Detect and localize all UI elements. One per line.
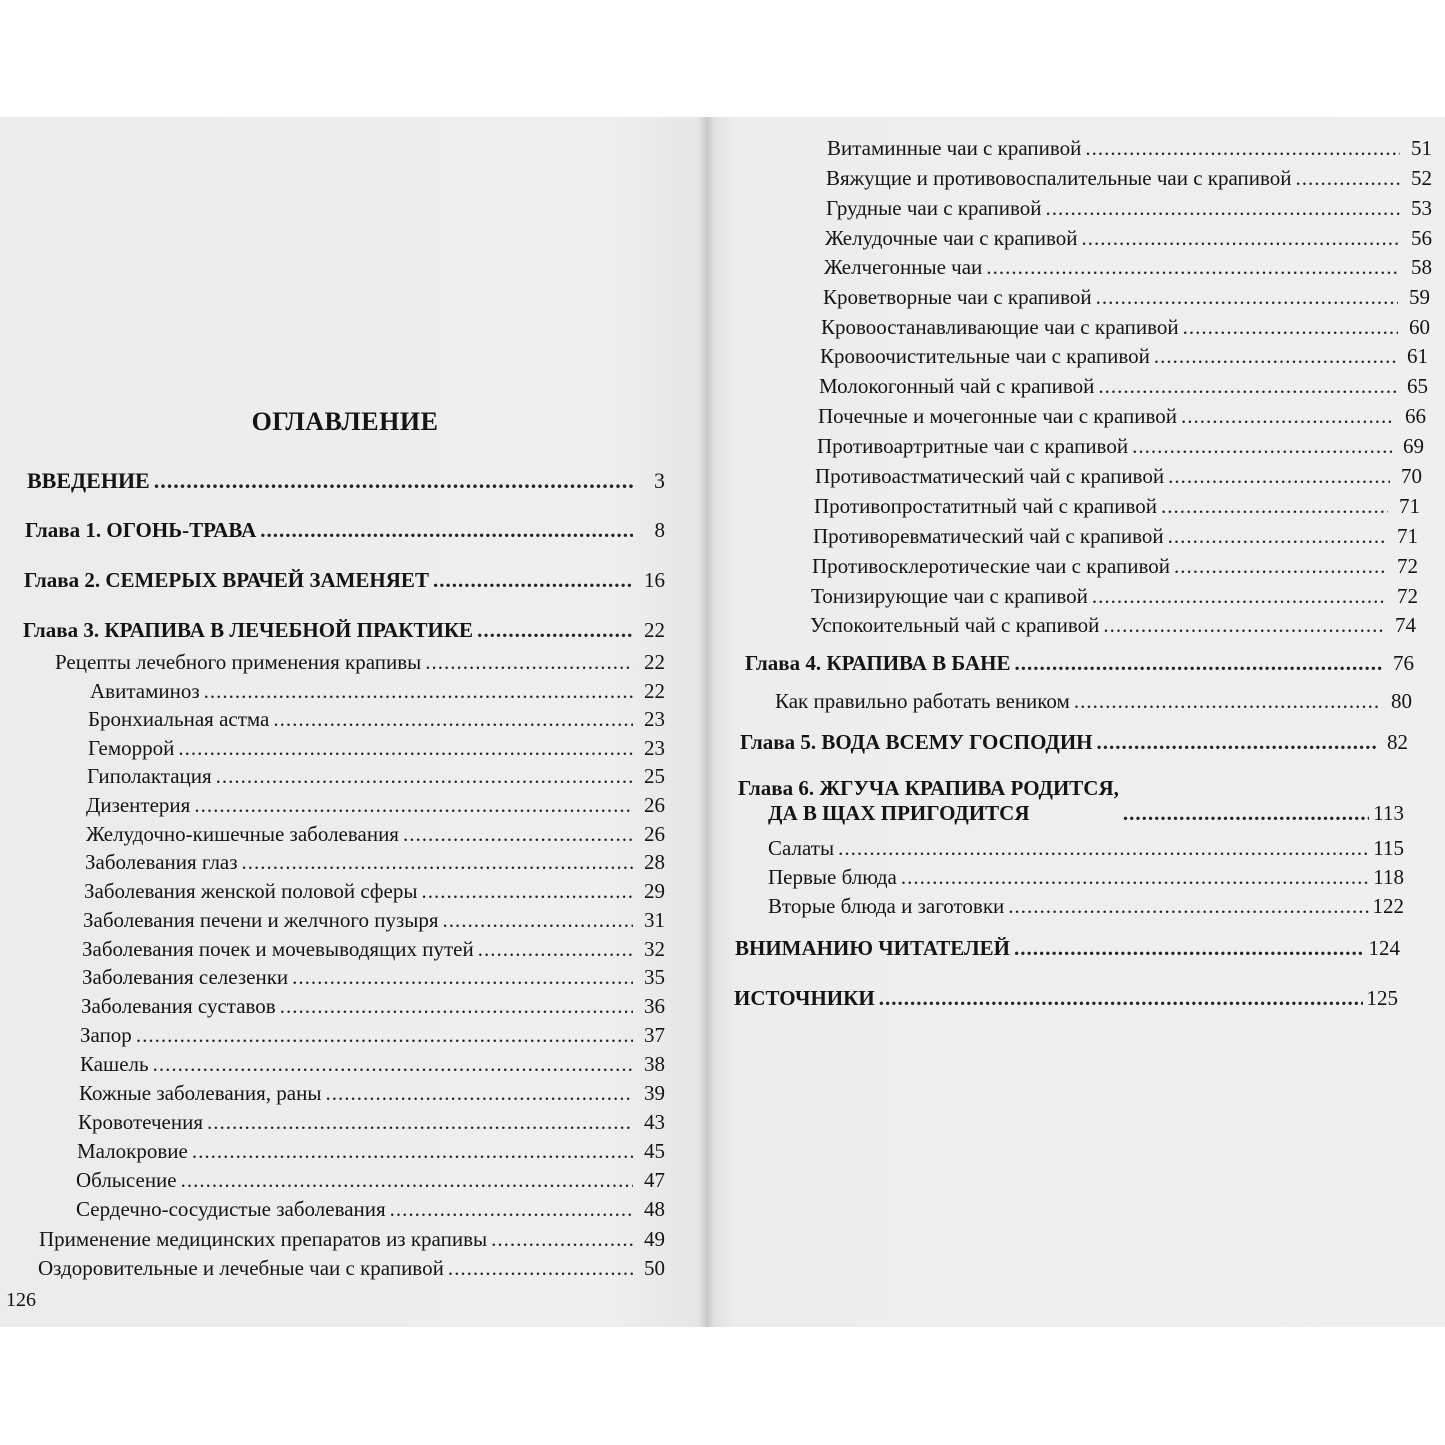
toc-entry-label: Грудные чаи с крапивой (826, 196, 1042, 220)
toc-entry-label: Заболевания печени и желчного пузыря (83, 908, 439, 932)
toc-entry (768, 867, 1404, 888)
toc-entry-label: Вяжущие и противовоспалительные чаи с крапивой (826, 166, 1292, 190)
toc-entry (38, 1258, 665, 1279)
toc-entry-label: Глава 1. ОГОНЬ-ТРАВА (25, 518, 257, 542)
dot-leader (153, 1054, 633, 1075)
toc-entry-label: Дизентерия (86, 793, 191, 817)
toc-entry (745, 653, 1414, 674)
toc-entry (78, 1112, 665, 1133)
toc-entry (82, 967, 665, 988)
toc-entry-page: 51 (1411, 136, 1432, 160)
toc-entry-page: 65 (1407, 374, 1428, 398)
toc-entry-label: Молокогонный чай с крапивой (819, 374, 1095, 398)
toc-entry (23, 620, 665, 641)
toc-entry (86, 795, 665, 816)
toc-entry (76, 1199, 665, 1220)
dot-leader (1014, 938, 1365, 959)
toc-entry-label: Желчегонные чаи (824, 255, 983, 279)
toc-entry-label: Облысение (76, 1168, 177, 1192)
toc-entry-page: 71 (1399, 494, 1420, 518)
toc-entry-page: 118 (1373, 865, 1404, 889)
toc-entry-label: Глава 2. СЕМЕРЫХ ВРАЧЕЙ ЗАМЕНЯЕТ (24, 568, 429, 592)
toc-entry (818, 406, 1426, 427)
toc-entry-label: Желудочные чаи с крапивой (825, 226, 1078, 250)
toc-entry (815, 466, 1422, 487)
toc-entry-page: 74 (1395, 613, 1416, 637)
toc-entry-label: Кожные заболевания, раны (79, 1081, 322, 1105)
dot-leader (838, 838, 1369, 859)
toc-entry (768, 838, 1404, 859)
toc-entry-page: 45 (644, 1139, 665, 1163)
toc-entry (83, 910, 665, 931)
dot-leader (194, 795, 633, 816)
toc-entry (88, 738, 665, 759)
toc-entry-label: Авитаминоз (90, 679, 200, 703)
dot-leader (154, 470, 633, 492)
toc-entry-page: 39 (644, 1081, 665, 1105)
toc-entry (79, 1083, 665, 1104)
toc-entry-page: 82 (1387, 730, 1408, 754)
toc-entry (826, 198, 1432, 219)
toc-entry-label: Противоартритные чаи с крапивой (817, 434, 1129, 458)
toc-entry (775, 691, 1412, 712)
toc-entry-label: Геморрой (88, 736, 175, 760)
toc-entry-page: 37 (644, 1023, 665, 1047)
toc-entry (814, 496, 1420, 517)
toc-entry-page: 58 (1411, 255, 1432, 279)
toc-entry (85, 852, 665, 873)
toc-entry-label: Применение медицинских препаратов из крапивы (39, 1227, 488, 1251)
toc-entry-label: Рецепты лечебного применения крапивы (55, 650, 422, 674)
toc-entry-label: Кровотечения (78, 1110, 203, 1134)
toc-entry-page: 26 (644, 793, 665, 817)
toc-entry-page: 72 (1397, 584, 1418, 608)
toc-entry (740, 732, 1408, 753)
dot-leader (273, 709, 633, 730)
toc-entry-page: 61 (1407, 344, 1428, 368)
toc-entry-page: 122 (1372, 894, 1404, 918)
toc-entry-label: Желудочно-кишечные заболевания (86, 822, 399, 846)
toc-entry-page: 25 (644, 764, 665, 788)
dot-leader (1183, 317, 1398, 338)
toc-entry-page: 28 (644, 850, 665, 874)
toc-entry-label: Заболевания селезенки (82, 965, 289, 989)
dot-leader (1161, 496, 1388, 517)
toc-entry-label: Успокоительный чай с крапивой (810, 613, 1100, 637)
toc-entry-page: 38 (644, 1052, 665, 1076)
toc-entry-label: Противоревматический чай с крапивой (813, 524, 1164, 548)
dot-leader (292, 967, 633, 988)
toc-entry (813, 526, 1418, 547)
toc-entry-label: Заболевания суставов (81, 994, 276, 1018)
toc-entry-page: 22 (644, 618, 665, 642)
dot-leader (986, 257, 1400, 278)
toc-entry-label: Оздоровительные и лечебные чаи с крапивой (38, 1256, 444, 1280)
toc-entry-label: Противоастматический чай с крапивой (815, 464, 1165, 488)
toc-entry-page: 22 (644, 679, 665, 703)
toc-entry-label: Запор (80, 1023, 132, 1047)
dot-leader (207, 1112, 633, 1133)
toc-entry-page: 22 (644, 650, 665, 674)
toc-entry-page: 3 (654, 468, 665, 493)
dot-leader (242, 852, 633, 873)
dot-leader (1015, 653, 1382, 674)
toc-entry (87, 766, 665, 787)
toc-entry-page: 72 (1397, 554, 1418, 578)
toc-entry-page: 69 (1403, 434, 1424, 458)
toc-entry-page: 8 (654, 518, 665, 542)
toc-entry-page: 60 (1409, 315, 1430, 339)
toc-entry-label-line1: Глава 6. ЖГУЧА КРАПИВА РОДИТСЯ, (738, 776, 1119, 800)
toc-entry (826, 168, 1432, 189)
toc-entry-label: Глава 3. КРАПИВА В ЛЕЧЕБНОЙ ПРАКТИКЕ (23, 618, 474, 642)
toc-entry (827, 138, 1432, 159)
toc-entry-page: 76 (1393, 651, 1414, 675)
toc-entry-page: 29 (644, 879, 665, 903)
toc-entry (25, 520, 665, 541)
toc-entry (76, 1170, 665, 1191)
dot-leader (1181, 406, 1394, 427)
toc-entry (77, 1141, 665, 1162)
dot-leader (1074, 691, 1380, 712)
dot-leader (1046, 198, 1401, 219)
toc-entry-label: Сердечно-сосудистые заболевания (76, 1197, 386, 1221)
toc-entry-label: Заболевания женской половой сферы (84, 879, 418, 903)
dot-leader (1296, 168, 1400, 189)
dot-leader (443, 910, 633, 931)
dot-leader (181, 1170, 633, 1191)
toc-entry-label: Кроветворные чаи с крапивой (823, 285, 1092, 309)
dot-leader (901, 867, 1369, 888)
toc-entry-label: ВВЕДЕНИЕ (27, 468, 150, 493)
dot-leader (477, 620, 633, 641)
dot-leader (390, 1199, 633, 1220)
toc-entry (768, 896, 1404, 917)
toc-entry (39, 1229, 665, 1250)
dot-leader (192, 1141, 633, 1162)
dot-leader (280, 996, 633, 1017)
dot-leader (491, 1229, 633, 1250)
toc-entry-label: Бронхиальная астма (88, 707, 270, 731)
toc-entry (88, 709, 665, 730)
toc-title: ОГЛАВЛЕНИЕ (251, 407, 439, 436)
toc-entry (825, 228, 1432, 249)
toc-entry-page: 26 (644, 822, 665, 846)
toc-entry (811, 586, 1418, 607)
toc-entry-label: Кровоостанавливающие чаи с крапивой (821, 315, 1179, 339)
toc-entry-page: 36 (644, 994, 665, 1018)
toc-entry (817, 436, 1424, 457)
toc-entry (820, 346, 1428, 367)
toc-entry-label (738, 778, 1119, 824)
page-number: 126 (6, 1289, 36, 1311)
dot-leader (1154, 346, 1396, 367)
toc-entry-label: Малокровие (77, 1139, 188, 1163)
toc-entry (810, 615, 1416, 636)
toc-entry-label: Как правильно работать веником (775, 689, 1070, 713)
dot-leader (425, 652, 633, 673)
toc-entry-label: Витаминные чаи с крапивой (827, 136, 1082, 160)
toc-entry-page: 124 (1368, 936, 1400, 960)
toc-entry (80, 1054, 665, 1075)
toc-entry-label: ИСТОЧНИКИ (734, 986, 875, 1010)
toc-entry-label: Кровоочистительные чаи с крапивой (820, 344, 1150, 368)
dot-leader (178, 738, 633, 759)
toc-entry-page: 115 (1373, 836, 1404, 860)
dot-leader (879, 988, 1363, 1009)
dot-leader (1082, 228, 1400, 249)
toc-entry-page: 125 (1366, 986, 1398, 1010)
toc-entry (821, 317, 1430, 338)
dot-leader (1098, 376, 1396, 397)
dot-leader (478, 939, 633, 960)
toc-entry-label: Заболевания почек и мочевыводящих путей (82, 937, 474, 961)
toc-entry-page: 43 (644, 1110, 665, 1134)
toc-entry-page: 52 (1411, 166, 1432, 190)
toc-entry-label: ВНИМАНИЮ ЧИТАТЕЛЕЙ (735, 936, 1010, 960)
toc-entry-page: 56 (1411, 226, 1432, 250)
dot-leader (1092, 586, 1386, 607)
toc-entry (738, 778, 1404, 824)
book-gutter (698, 117, 714, 1327)
toc-entry-label: Почечные и мочегонные чаи с крапивой (818, 404, 1177, 428)
toc-entry (84, 881, 665, 902)
toc-entry-page: 53 (1411, 196, 1432, 220)
toc-entry (735, 938, 1400, 959)
dot-leader (421, 881, 633, 902)
dot-leader (1174, 556, 1386, 577)
toc-entry (819, 376, 1428, 397)
toc-entry-label: Салаты (768, 836, 835, 860)
toc-entry-label: Противопростатитный чай с крапивой (814, 494, 1157, 518)
toc-entry-label: Заболевания глаз (85, 850, 238, 874)
toc-entry-page: 50 (644, 1256, 665, 1280)
dot-leader (136, 1025, 633, 1046)
toc-entry-page: 16 (644, 568, 665, 592)
dot-leader (1097, 732, 1376, 753)
toc-entry-page: 23 (644, 707, 665, 731)
dot-leader (1132, 436, 1392, 457)
toc-entry-page: 59 (1409, 285, 1430, 309)
dot-leader (325, 1083, 633, 1104)
toc-entry-page: 71 (1397, 524, 1418, 548)
dot-leader (216, 766, 633, 787)
toc-entry-label: Кашель (80, 1052, 149, 1076)
toc-entry (80, 1025, 665, 1046)
dot-leader (1168, 526, 1386, 547)
toc-entry (82, 939, 665, 960)
toc-entry (824, 257, 1432, 278)
dot-leader (1123, 803, 1369, 824)
toc-entry (812, 556, 1418, 577)
toc-entry-page: 113 (1373, 801, 1404, 825)
dot-leader (433, 570, 633, 591)
toc-entry-label: Глава 4. КРАПИВА В БАНЕ (745, 651, 1011, 675)
dot-leader (1168, 466, 1390, 487)
toc-entry-label: Первые блюда (768, 865, 897, 889)
toc-entry-page: 48 (644, 1197, 665, 1221)
toc-entry-page: 80 (1391, 689, 1412, 713)
dot-leader (260, 520, 633, 541)
dot-leader (204, 681, 633, 702)
toc-entry-page: 70 (1401, 464, 1422, 488)
toc-entry (90, 681, 665, 702)
toc-entry-page: 31 (644, 908, 665, 932)
toc-entry-label: Тонизирующие чаи с крапивой (811, 584, 1088, 608)
toc-entry-page: 23 (644, 736, 665, 760)
toc-entry (24, 570, 665, 591)
toc-entry (823, 287, 1430, 308)
toc-entry-page: 66 (1405, 404, 1426, 428)
toc-entry-page: 47 (644, 1168, 665, 1192)
toc-entry-page: 32 (644, 937, 665, 961)
dot-leader (1103, 615, 1384, 636)
dot-leader (1008, 896, 1368, 917)
toc-entry (55, 652, 665, 673)
toc-entry (81, 996, 665, 1017)
toc-entry (86, 824, 665, 845)
toc-entry (27, 470, 665, 492)
toc-entry-label: Глава 5. ВОДА ВСЕМУ ГОСПОДИН (740, 730, 1093, 754)
dot-leader (1085, 138, 1400, 159)
toc-entry-label: Гиполактация (87, 764, 212, 788)
toc-entry-page: 35 (644, 965, 665, 989)
toc-entry-label-line2: ДА В ЩАХ ПРИГОДИТСЯ (768, 801, 1030, 825)
dot-leader (1096, 287, 1398, 308)
dot-leader (448, 1258, 633, 1279)
toc-entry-label: Вторые блюда и заготовки (768, 894, 1005, 918)
toc-entry (734, 988, 1398, 1009)
dot-leader (403, 824, 633, 845)
toc-entry-page: 49 (644, 1227, 665, 1251)
toc-entry-label: Противосклеротические чаи с крапивой (812, 554, 1170, 578)
